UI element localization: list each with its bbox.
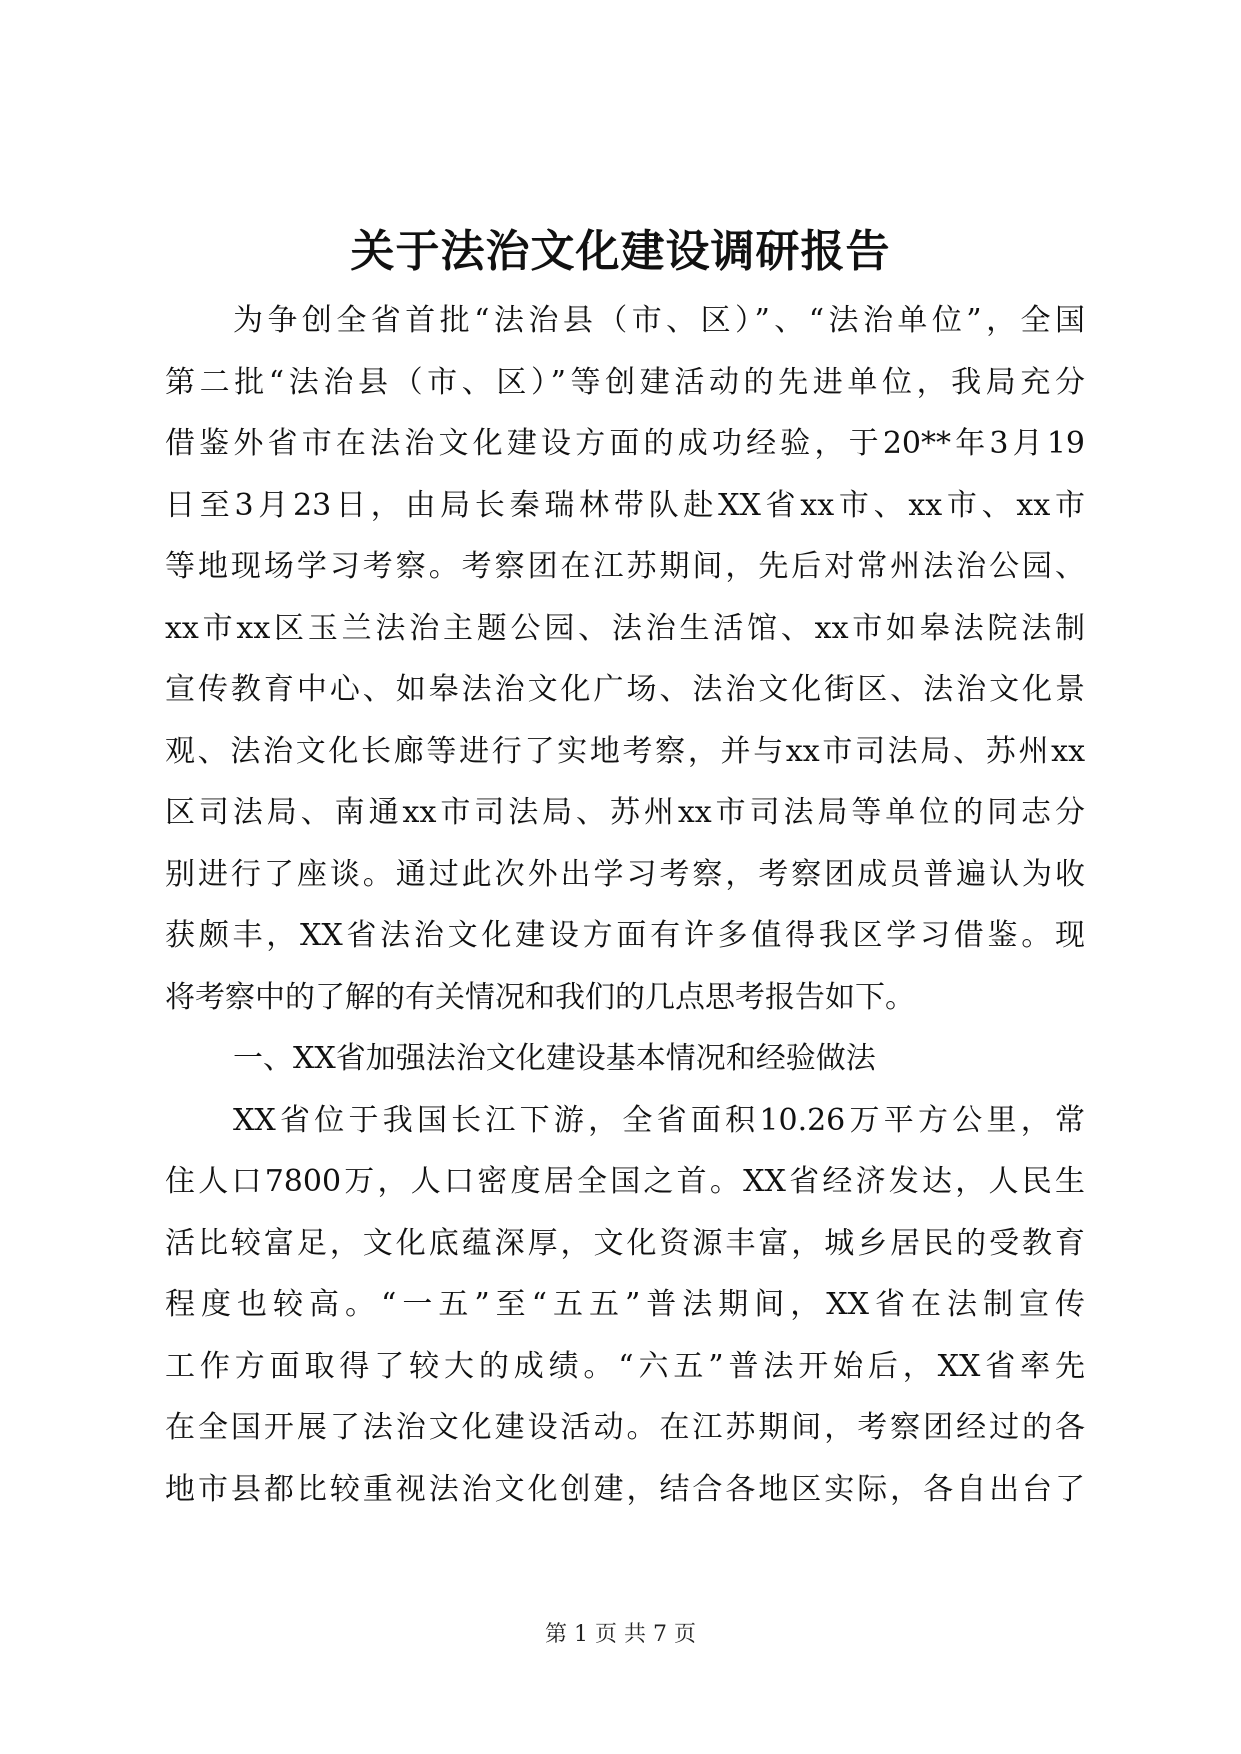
paragraph-line: 别进行了座谈。通过此次外出学习考察，考察团成员普遍认为收 [165,856,1085,892]
paragraph-line: 在全国开展了法治文化建设活动。在江苏期间，考察团经过的各 [165,1410,1085,1445]
page-number-footer: 第 1 页 共 7 页 [545,1622,696,1647]
document-body [165,290,1085,1520]
paragraph-line: 为争创全省首批“法治县（市、区）”、“法治单位”，全国 [233,303,1085,338]
section-heading: 一、XX省加强法治文化建设基本情况和经验做法 [233,1041,876,1076]
paragraph-line: 日至3月23日，由局长秦瑞林带队赴XX省xx市、xx市、xx市 [165,487,1085,523]
paragraph-line: 工作方面取得了较大的成绩。“六五”普法开始后，XX省率先 [165,1348,1085,1384]
paragraph-line: 等地现场学习考察。考察团在江苏期间，先后对常州法治公园、 [165,549,1085,584]
paragraph-line: 宣传教育中心、如皋法治文化广场、法治文化街区、法治文化景 [165,672,1085,707]
paragraph-line: 第二批“法治县（市、区）”等创建活动的先进单位，我局充分 [165,364,1085,400]
paragraph-line: 活比较富足，文化底蕴深厚，文化资源丰富，城乡居民的受教育 [165,1225,1085,1261]
paragraph-line: 程度也较高。“一五”至“五五”普法期间，XX省在法制宣传 [165,1287,1085,1322]
paragraph-line: 观、法治文化长廊等进行了实地考察，并与xx市司法局、苏州xx [165,733,1085,769]
document-title: 关于法治文化建设调研报告 [350,226,891,277]
paragraph-line: 将考察中的了解的有关情况和我们的几点思考报告如下。 [165,979,915,1015]
paragraph-line: 区司法局、南通xx市司法局、苏州xx市司法局等单位的同志分 [165,795,1085,830]
paragraph-line: 借鉴外省市在法治文化建设方面的成功经验，于20**年3月19 [165,426,1085,461]
paragraph-line: 获颇丰，XX省法治文化建设方面有许多值得我区学习借鉴。现 [165,918,1085,953]
paragraph-line: XX省位于我国长江下游，全省面积10.26万平方公里，常 [233,1102,1085,1138]
paragraph-line: 住人口7800万，人口密度居全国之首。XX省经济发达，人民生 [165,1164,1085,1199]
paragraph-line: xx市xx区玉兰法治主题公园、法治生活馆、xx市如皋法院法制 [165,610,1085,646]
paragraph-line: 地市县都比较重视法治文化创建，结合各地区实际，各自出台了 [165,1471,1085,1507]
